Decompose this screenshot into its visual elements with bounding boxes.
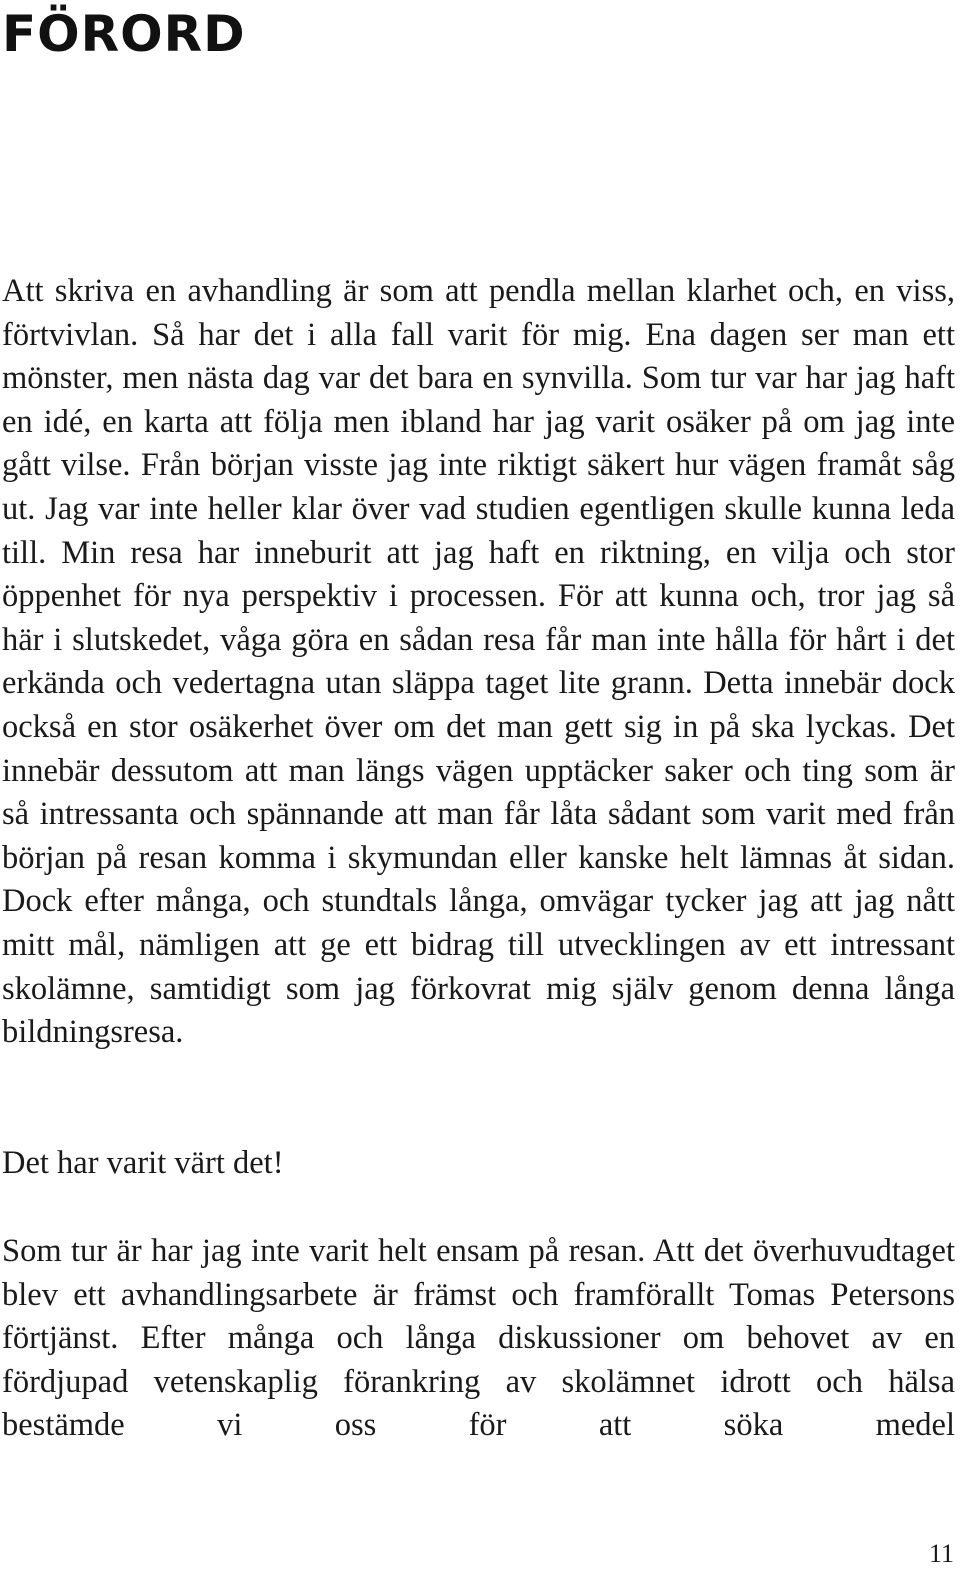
paragraph-worth-it: Det har varit värt det! — [2, 1145, 284, 1181]
paragraph-acknowledgements: Som tur är har jag inte varit helt ensam på resan. Att det överhuvudtaget blev ett avhandlingsarbete är främst och framförallt Tomas Petersons förtjänst. Efter många och långa diskussioner om behovet av en fördjupad vetenskaplig förankring av skolämnet idrott och hälsa bestämde vi oss för att söka medel — [2, 1233, 955, 1444]
page-title: FÖRORD — [2, 5, 246, 63]
page-number: 11 — [928, 1539, 954, 1568]
paragraph-intro: Att skriva en avhandling är som att pendla mellan klarhet och, en viss, förtvivlan. Så har det i alla fall varit för mig. Ena dagen ser man ett mönster, men nästa dag var det bara en synvilla. Som tur var har jag haft en idé, en karta att följa men ibland har jag varit osäker på om jag inte gått vilse. Från början visste jag inte riktigt säkert hur vägen framåt såg ut. Jag var inte heller klar över vad studien egentligen skulle kunna leda till. Min resa har inneburit att jag haft en riktning, en vilja och stor öppenhet för nya perspektiv i processen. För att kunna och, tror jag så här i slutskedet, våga göra en sådan resa får man inte hålla för hårt i det erkända och vedertagna utan släppa taget lite grann. Detta innebär dock också en stor osäkerhet över om det man gett sig in på ska lyckas. Det innebär dessutom att man längs vägen upptäcker saker och ting som är så intressanta och spännande att man får låta sådant som varit med från början på resan komma i skymundan eller kanske helt lämnas åt sidan. Dock efter många, och stundtals långa, omvägar tycker jag att jag nått mitt mål, nämligen att ge ett bidrag till utvecklingen av ett intressant skolämne, samtidigt som jag förkovrat mig själv genom denna långa bildningsresa. — [2, 273, 955, 1051]
